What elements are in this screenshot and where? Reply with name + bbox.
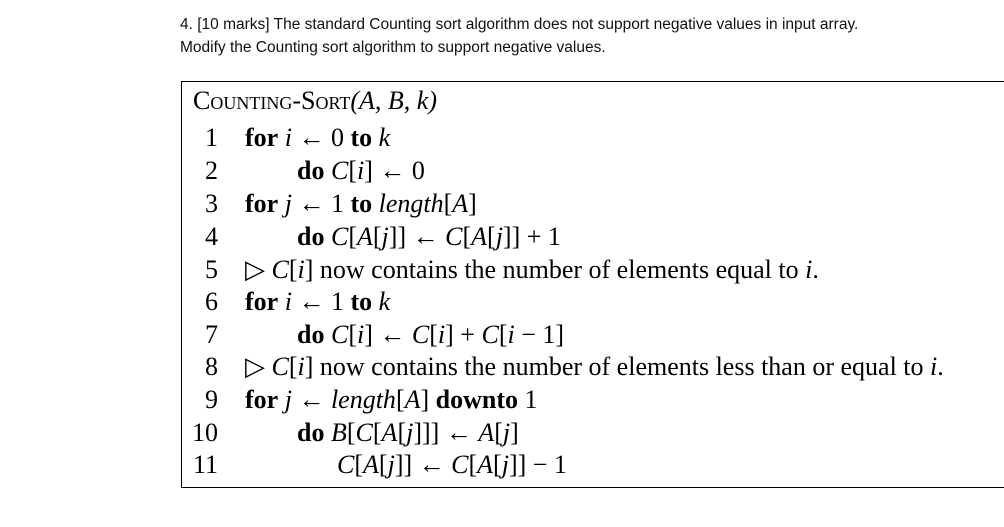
algorithm-box xyxy=(181,81,1004,488)
code-text: for j ← 1 to length[A] xyxy=(245,189,477,218)
code-text: do C[i] ← C[i] + C[i − 1] xyxy=(297,320,565,349)
code-text: for j ← length[A] downto 1 xyxy=(245,385,538,414)
question-line-2: Modify the Counting sort algorithm to support negative values. xyxy=(180,39,606,56)
line-number: 9 xyxy=(205,385,218,414)
line-number: 8 xyxy=(205,352,218,381)
line-number: 3 xyxy=(205,189,218,218)
code-text: do C[i] ← 0 xyxy=(297,156,425,185)
code-text: do B[C[A[j]]] ← A[j] xyxy=(297,418,519,447)
question-line-1: 4. [10 marks] The standard Counting sort algorithm does not support negative values in input array. xyxy=(180,16,859,33)
algorithm-header xyxy=(193,86,437,116)
code-text: for i ← 0 to k xyxy=(245,123,391,152)
code-text: C[A[j]] ← C[A[j]] − 1 xyxy=(337,450,567,479)
line-number: 6 xyxy=(205,287,218,316)
line-number: 10 xyxy=(192,418,218,447)
line-number: 5 xyxy=(205,255,218,284)
line-number: 11 xyxy=(192,450,218,479)
code-text: for i ← 1 to k xyxy=(245,287,391,316)
algorithm-params: (A, B, k) xyxy=(350,86,437,115)
code-comment: ▷ C[i] now contains the number of elements equal to i. xyxy=(245,255,819,284)
code-text: do C[A[j]] ← C[A[j]] + 1 xyxy=(297,222,561,251)
algorithm-name: Counting-Sort xyxy=(193,86,351,115)
question-text xyxy=(180,13,980,59)
code-comment: ▷ C[i] now contains the number of elements less than or equal to i. xyxy=(245,352,944,381)
line-number: 4 xyxy=(205,222,218,251)
line-number: 7 xyxy=(205,320,218,349)
line-number: 1 xyxy=(205,123,218,152)
line-number: 2 xyxy=(205,156,218,185)
